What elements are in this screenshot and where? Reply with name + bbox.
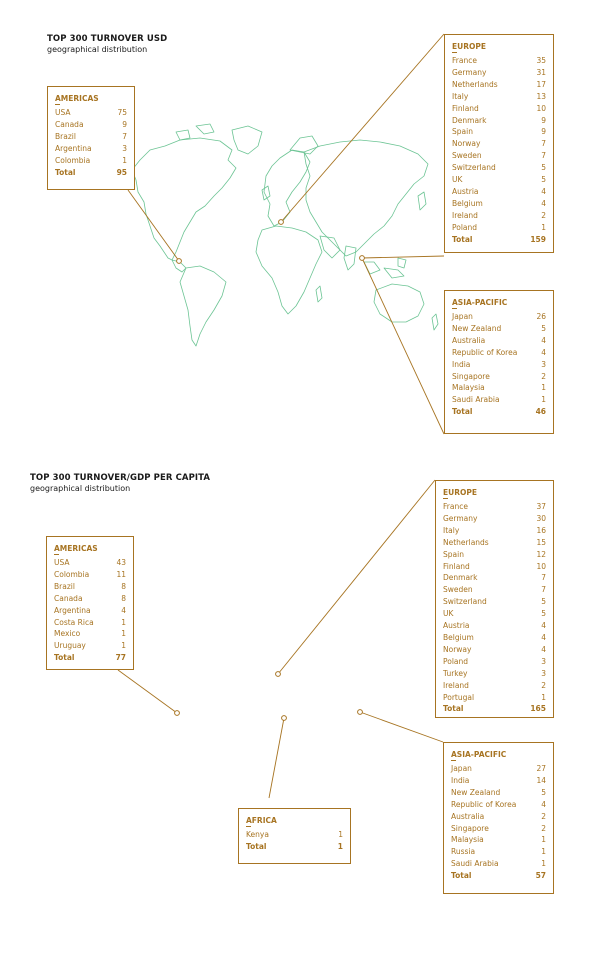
section-subtitle: geographical distribution xyxy=(30,484,131,493)
table-row: Belgium 4 xyxy=(452,198,546,208)
leader-line-europe xyxy=(278,480,435,674)
table-row: Republic of Korea 4 xyxy=(452,347,546,357)
table-row: Colombia 11 xyxy=(54,569,126,579)
region-box-africa xyxy=(238,808,351,864)
region-box-americas xyxy=(46,536,134,670)
table-row: New Zealand 5 xyxy=(451,787,546,797)
table-row: Canada 8 xyxy=(54,593,126,603)
region-title-rule xyxy=(443,498,448,499)
table-row: Norway 4 xyxy=(443,644,546,654)
table-row: France 37 xyxy=(443,502,546,511)
region-title: ASIA-PACIFIC xyxy=(452,298,508,307)
marker-europe xyxy=(279,220,284,225)
marker-asia xyxy=(358,710,363,715)
region-title: EUROPE xyxy=(443,488,477,497)
table-row: Singapore 2 xyxy=(452,371,546,381)
total-row: Total 1 xyxy=(246,841,343,851)
table-row: Austria 4 xyxy=(452,186,546,196)
table-row: USA 75 xyxy=(55,108,127,117)
marker-americas xyxy=(177,259,182,264)
region-box-asia-pacific xyxy=(444,290,554,434)
table-row: Poland 3 xyxy=(443,656,546,666)
region-title-rule xyxy=(55,104,60,105)
region-title: ASIA-PACIFIC xyxy=(451,750,507,759)
region-title: AMERICAS xyxy=(55,94,99,103)
table-row: Spain 12 xyxy=(443,549,546,559)
table-row: Denmark 9 xyxy=(452,115,546,125)
table-row: Saudi Arabia 1 xyxy=(452,395,546,405)
section-turnover-gdp xyxy=(0,460,600,977)
table-row: India 14 xyxy=(451,775,546,785)
leader-line-asia-bottom xyxy=(362,258,444,434)
table-row: Italy 16 xyxy=(443,525,546,535)
table-row: Canada 9 xyxy=(55,119,127,129)
table-row: Finland 10 xyxy=(452,103,546,113)
world-map-outline xyxy=(132,124,438,346)
table-row: Germany 31 xyxy=(452,67,546,77)
table-row: Brazil 8 xyxy=(54,581,126,591)
table-row: Uruguay 1 xyxy=(54,641,126,651)
region-title-rule xyxy=(246,826,251,827)
region-title-rule xyxy=(452,308,457,309)
region-title: AMERICAS xyxy=(54,544,98,553)
table-row: Malaysia 1 xyxy=(452,383,546,393)
table-row: New Zealand 5 xyxy=(452,323,546,333)
total-row: Total 95 xyxy=(55,167,127,177)
table-row: Costa Rica 1 xyxy=(54,617,126,627)
table-row: Ireland 2 xyxy=(452,210,546,220)
table-row: Germany 30 xyxy=(443,513,546,523)
leader-line-asia-top xyxy=(362,256,444,258)
region-box-europe xyxy=(444,34,554,253)
table-row: Italy 13 xyxy=(452,91,546,101)
table-row: Austria 4 xyxy=(443,621,546,631)
table-row: Mexico 1 xyxy=(54,629,126,639)
leader-line-americas xyxy=(118,670,177,713)
section-turnover-usd xyxy=(0,0,600,460)
total-row: Total 159 xyxy=(452,234,546,244)
table-row: Japan 26 xyxy=(452,312,546,321)
total-row: Total 57 xyxy=(451,871,546,881)
section-title: TOP 300 TURNOVER USD xyxy=(47,34,168,44)
leader-line-asia xyxy=(360,712,443,742)
table-row: Belgium 4 xyxy=(443,632,546,642)
table-row: UK 5 xyxy=(443,609,546,619)
total-row: Total 165 xyxy=(443,704,546,714)
region-title-rule xyxy=(452,52,457,53)
leader-line-africa xyxy=(269,718,284,798)
table-row: Japan 27 xyxy=(451,764,546,773)
marker-africa xyxy=(282,716,287,721)
table-row: Kenya 1 xyxy=(246,830,343,839)
region-title-rule xyxy=(54,554,59,555)
total-row: Total 77 xyxy=(54,653,126,663)
region-box-americas xyxy=(47,86,135,190)
table-row: Norway 7 xyxy=(452,139,546,149)
table-row: Australia 2 xyxy=(451,811,546,821)
region-box-asia-pacific xyxy=(443,742,554,894)
total-row: Total 46 xyxy=(452,407,546,417)
region-box-europe xyxy=(435,480,554,718)
table-row: India 3 xyxy=(452,359,546,369)
table-row: Denmark 7 xyxy=(443,573,546,583)
section-subtitle: geographical distribution xyxy=(47,45,148,54)
table-row: Netherlands 17 xyxy=(452,79,546,89)
table-row: Malaysia 1 xyxy=(451,835,546,845)
table-row: Netherlands 15 xyxy=(443,537,546,547)
table-row: Switzerland 5 xyxy=(452,163,546,173)
leader-line-americas xyxy=(128,190,179,261)
table-row: Saudi Arabia 1 xyxy=(451,859,546,869)
table-row: Sweden 7 xyxy=(443,585,546,595)
table-row: Portugal 1 xyxy=(443,692,546,702)
table-row: Ireland 2 xyxy=(443,680,546,690)
table-row: France 35 xyxy=(452,56,546,65)
table-row: Turkey 3 xyxy=(443,668,546,678)
table-row: Republic of Korea 4 xyxy=(451,799,546,809)
region-title-rule xyxy=(451,760,456,761)
region-title: EUROPE xyxy=(452,42,486,51)
table-row: USA 43 xyxy=(54,558,126,567)
table-row: Switzerland 5 xyxy=(443,597,546,607)
table-row: Finland 10 xyxy=(443,561,546,571)
marker-europe xyxy=(276,672,281,677)
region-title: AFRICA xyxy=(246,816,277,825)
table-row: Argentina 3 xyxy=(55,143,127,153)
section-title: TOP 300 TURNOVER/GDP PER CAPITA xyxy=(30,473,211,483)
table-row: UK 5 xyxy=(452,175,546,185)
table-row: Poland 1 xyxy=(452,222,546,232)
table-row: Argentina 4 xyxy=(54,605,126,615)
table-row: Brazil 7 xyxy=(55,131,127,141)
leader-line-europe xyxy=(281,34,444,222)
table-row: Colombia 1 xyxy=(55,155,127,165)
table-row: Australia 4 xyxy=(452,335,546,345)
marker-asia xyxy=(360,256,365,261)
table-row: Singapore 2 xyxy=(451,823,546,833)
marker-americas xyxy=(175,711,180,716)
table-row: Russia 1 xyxy=(451,847,546,857)
table-row: Spain 9 xyxy=(452,127,546,137)
table-row: Sweden 7 xyxy=(452,151,546,161)
